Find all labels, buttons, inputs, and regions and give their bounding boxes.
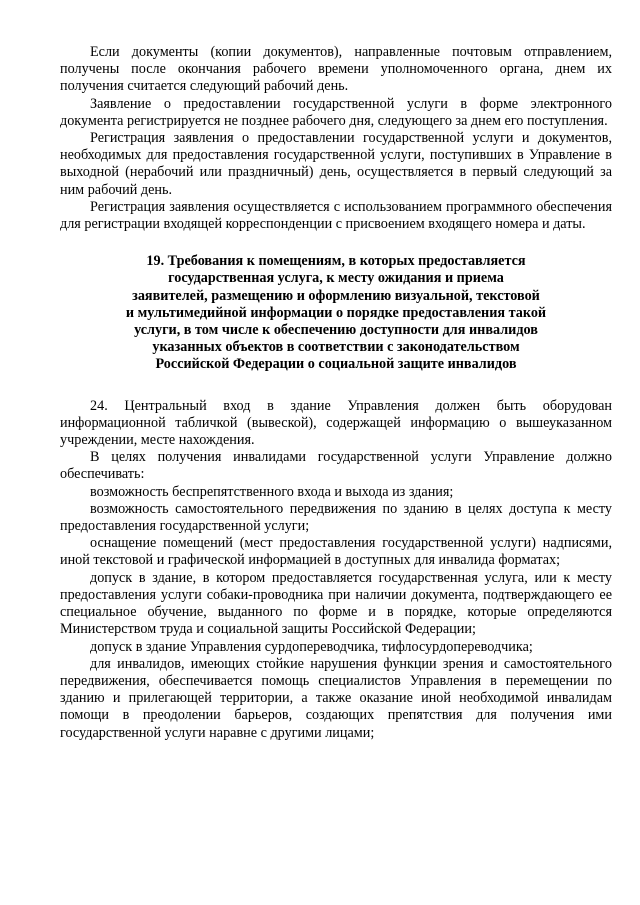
paragraph: Заявление о предоставлении государственной услуги в форме электронного документа регистрируется не позднее рабочего дня, следующего за днем его поступления. <box>60 95 612 129</box>
paragraph: Регистрация заявления о предоставлении государственной услуги и документов, необходимых для предоставления государственной услуги, поступивших в Управление в выходной (нерабочий или праздничный) день, осуществляется в первый следующий за ним рабочий день. <box>60 130 612 198</box>
heading-line: и мультимедийной информации о порядке предоставления такой <box>125 304 547 321</box>
section-heading <box>100 253 572 373</box>
heading-line: государственная услуга, к месту ожидания и приема <box>168 270 504 287</box>
document-body <box>60 44 612 742</box>
list-item: возможность беспрепятственного входа и выхода из здания; <box>90 483 454 500</box>
list-item: для инвалидов, имеющих стойкие нарушения функции зрения и самостоятельного передвижения, обеспечивается помощь специалистов Управления в перемещении по зданию и прилегающей территории, а также оказание иной необходимой инвалидам помощи в преодолении барьеров, создающих препятствия для получения ими государственной услуги наравне с другими лицами; <box>60 655 612 741</box>
list-item: допуск в здание, в котором предоставляется государственная услуга, или к месту предоставления услуги собаки-проводника при наличии документа, подтверждающего ее специальное обучение, выданного по форме и в порядке, которые определяются Министерством труда и социальной защиты Российской Федерации; <box>60 569 612 638</box>
list-item: оснащение помещений (мест предоставления государственной услуги) надписями, иной текстовой и графической информацией в доступных для инвалида форматах; <box>60 535 612 569</box>
paragraph: Регистрация заявления осуществляется с использованием программного обеспечения для регистрации входящей корреспонденции с присвоением входящего номера и даты. <box>60 198 612 233</box>
paragraph: 24. Центральный вход в здание Управления должен быть оборудован информационной табличкой (вывеской), содержащей информацию о вышеуказанном учреждении, месте нахождения. <box>60 397 612 449</box>
heading-line: заявителей, размещению и оформлению визуальной, текстовой <box>132 287 540 304</box>
heading-line: Российской Федерации о социальной защите инвалидов <box>155 356 517 373</box>
list-item: возможность самостоятельного передвижения по зданию в целях доступа к месту предоставления государственной услуги; <box>60 500 612 535</box>
heading-line: 19. Требования к помещениям, в которых предоставляется <box>146 253 526 270</box>
paragraph: В целях получения инвалидами государственной услуги Управление должно обеспечивать: <box>60 449 612 483</box>
heading-line: услуги, в том числе к обеспечению доступности для инвалидов <box>134 322 538 339</box>
paragraph: Если документы (копии документов), направленные почтовым отправлением, получены после окончания рабочего времени уполномоченного органа, днем их получения считается следующий рабочий день. <box>60 44 612 95</box>
heading-line: указанных объектов в соответствии с законодательством <box>152 339 520 356</box>
list-item: допуск в здание Управления сурдопереводчика, тифлосурдопереводчика; <box>90 638 533 655</box>
